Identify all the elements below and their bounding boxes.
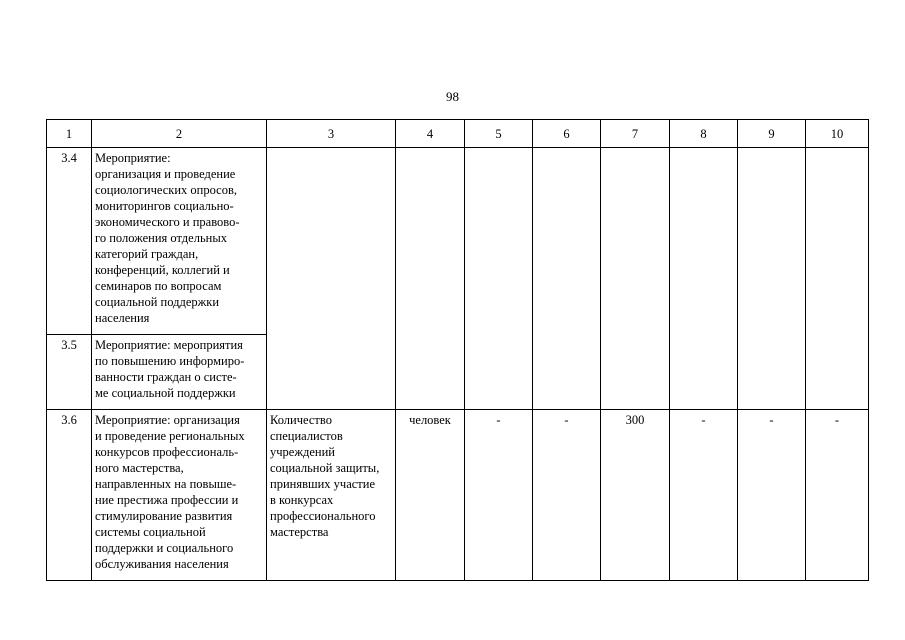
header-cell-3: 3 — [267, 120, 396, 148]
header-cell-2: 2 — [92, 120, 267, 148]
row-value-col6: - — [533, 410, 601, 581]
empty-cell — [533, 148, 601, 410]
table-header-row — [47, 120, 869, 148]
header-cell-7: 7 — [601, 120, 670, 148]
row-unit: человек — [396, 410, 465, 581]
program-table — [46, 119, 869, 581]
table-row — [47, 148, 869, 335]
merged-empty-cell — [267, 148, 396, 410]
row-number: 3.6 — [47, 410, 92, 581]
page-number: 98 — [446, 89, 459, 104]
empty-cell — [396, 148, 465, 410]
row-value-col5: - — [465, 410, 533, 581]
row-value-col7: 300 — [601, 410, 670, 581]
row-value-col10: - — [806, 410, 869, 581]
row-indicator: Количество специалистов учреждений социальной защиты, принявших участие в конкурсах профессионального мастерства — [267, 410, 396, 581]
row-description: Мероприятие: организация и проведение региональных конкурсов профессиональ- ного мастерства, направленных на повыше- ние престижа профессии и стимулирование развития системы социальной поддержки и социального обслуживания населения — [92, 410, 267, 581]
row-number: 3.4 — [47, 148, 92, 335]
table-row — [47, 410, 869, 581]
header-cell-9: 9 — [738, 120, 806, 148]
header-cell-1: 1 — [47, 120, 92, 148]
empty-cell — [738, 148, 806, 410]
empty-cell — [465, 148, 533, 410]
header-cell-4: 4 — [396, 120, 465, 148]
row-description: Мероприятие: организация и проведение социологических опросов, мониторингов социально- экономического и правово- го положения отдельных категорий граждан, конференций, коллегий и семинаров по вопросам социальной поддержки населения — [92, 148, 267, 335]
empty-cell — [670, 148, 738, 410]
header-cell-8: 8 — [670, 120, 738, 148]
header-cell-6: 6 — [533, 120, 601, 148]
row-value-col8: - — [670, 410, 738, 581]
empty-cell — [601, 148, 670, 410]
empty-cell — [806, 148, 869, 410]
header-cell-10: 10 — [806, 120, 869, 148]
row-value-col9: - — [738, 410, 806, 581]
header-cell-5: 5 — [465, 120, 533, 148]
row-description: Мероприятие: мероприятия по повышению информиро- ванности граждан о систе- ме социальной поддержки — [92, 335, 267, 410]
row-number: 3.5 — [47, 335, 92, 410]
